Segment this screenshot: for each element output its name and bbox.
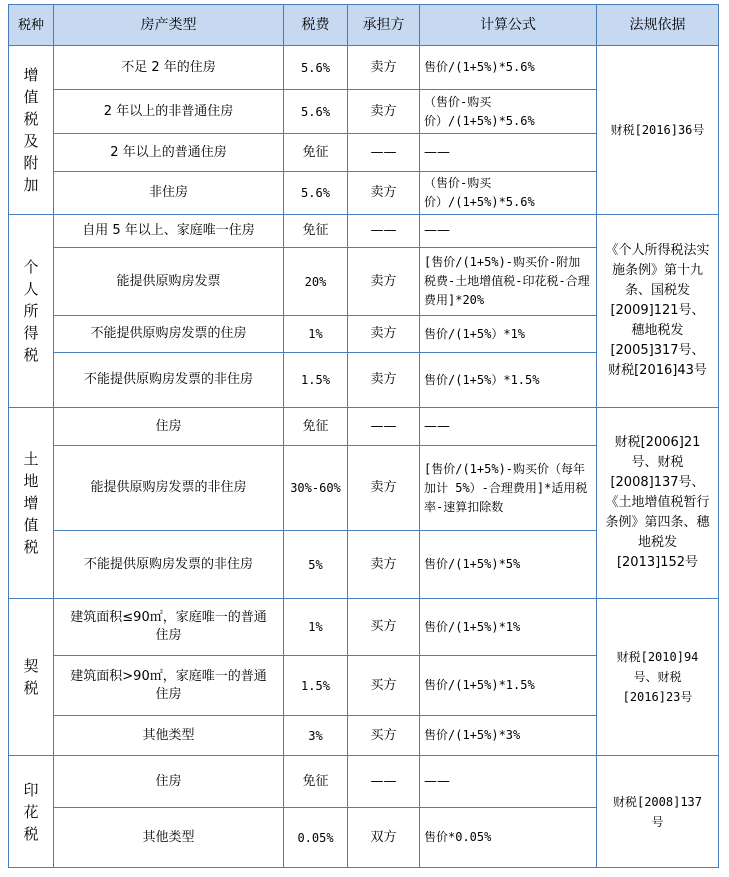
rate-cell: 1.5% [284,353,348,408]
table-row [9,599,719,656]
type-cell: 建筑面积>90㎡，家庭唯一的普通住房 [54,656,284,716]
header-tax: 税种 [9,5,54,46]
rate-cell: 1.5% [284,656,348,716]
payer-cell: —— [348,756,420,808]
header-formula: 计算公式 [420,5,597,46]
formula-cell: —— [420,215,597,248]
tax-income: 个人所得税 [9,215,54,408]
formula-cell: （售价-购买价）/(1+5%)*5.6% [420,172,597,215]
rate-cell: 5.6% [284,46,348,90]
payer-cell: 卖方 [348,172,420,215]
formula-cell: 售价/(1+5%)*1.5% [420,656,597,716]
payer-cell: —— [348,215,420,248]
payer-cell: 卖方 [348,248,420,316]
formula-cell: [售价/(1+5%)-购买价-附加税费-土地增值税-印花税-合理费用]*20% [420,248,597,316]
type-cell: 其他类型 [54,808,284,868]
formula-cell: 售价/(1+5%）*1.5% [420,353,597,408]
type-cell: 不能提供原购房发票的非住房 [54,531,284,599]
payer-cell: 卖方 [348,46,420,90]
header-law: 法规依据 [597,5,719,46]
payer-cell: 卖方 [348,353,420,408]
formula-cell: 售价/(1+5%）*1% [420,316,597,353]
type-cell: 不能提供原购房发票的住房 [54,316,284,353]
rate-cell: 免征 [284,408,348,446]
rate-cell: 免征 [284,215,348,248]
rate-cell: 5.6% [284,172,348,215]
law-vat: 财税[2016]36号 [597,46,719,215]
law-land: 财税[2006]21号、财税[2008]137号、《土地增值税暂行条例》第四条、穗地税发[2013]152号 [597,408,719,599]
formula-cell: （售价-购买价）/(1+5%)*5.6% [420,90,597,134]
type-cell: 能提供原购房发票的非住房 [54,446,284,531]
formula-cell: —— [420,134,597,172]
rate-cell: 3% [284,716,348,756]
header-row [9,5,719,46]
table-row [9,756,719,808]
type-cell: 自用 5 年以上、家庭唯一住房 [54,215,284,248]
payer-cell: —— [348,134,420,172]
rate-cell: 5.6% [284,90,348,134]
payer-cell: 买方 [348,716,420,756]
type-cell: 其他类型 [54,716,284,756]
rate-cell: 1% [284,599,348,656]
formula-cell: 售价/(1+5%)*3% [420,716,597,756]
payer-cell: 卖方 [348,446,420,531]
type-cell: 2 年以上的普通住房 [54,134,284,172]
header-rate: 税费 [284,5,348,46]
type-cell: 住房 [54,756,284,808]
formula-cell: 售价/(1+5%)*5.6% [420,46,597,90]
rate-cell: 0.05% [284,808,348,868]
rate-cell: 1% [284,316,348,353]
formula-cell: [售价/(1+5%)-购买价（每年加计 5%）-合理费用]*适用税率-速算扣除数 [420,446,597,531]
rate-cell: 30%-60% [284,446,348,531]
tax-stamp: 印花税 [9,756,54,868]
payer-cell: 卖方 [348,531,420,599]
table-row [9,46,719,90]
tax-table [8,4,719,868]
rate-cell: 5% [284,531,348,599]
law-income: 《个人所得税法实施条例》第十九条、国税发[2009]121号、穗地税发[2005]317号、财税[2016]43号 [597,215,719,408]
type-cell: 住房 [54,408,284,446]
payer-cell: 卖方 [348,90,420,134]
type-cell: 建筑面积≤90㎡，家庭唯一的普通住房 [54,599,284,656]
table-row [9,215,719,248]
tax-vat: 增值税及附加 [9,46,54,215]
tax-land: 土地增值税 [9,408,54,599]
law-deed: 财税[2010]94号、财税[2016]23号 [597,599,719,756]
formula-cell: 售价*0.05% [420,808,597,868]
formula-cell: —— [420,756,597,808]
payer-cell: 买方 [348,599,420,656]
type-cell: 能提供原购房发票 [54,248,284,316]
rate-cell: 20% [284,248,348,316]
header-type: 房产类型 [54,5,284,46]
tax-deed: 契税 [9,599,54,756]
law-stamp: 财税[2008]137号 [597,756,719,868]
type-cell: 不足 2 年的住房 [54,46,284,90]
formula-cell: 售价/(1+5%)*1% [420,599,597,656]
table-row [9,408,719,446]
formula-cell: 售价/(1+5%)*5% [420,531,597,599]
type-cell: 不能提供原购房发票的非住房 [54,353,284,408]
header-payer: 承担方 [348,5,420,46]
payer-cell: 双方 [348,808,420,868]
formula-cell: —— [420,408,597,446]
payer-cell: 卖方 [348,316,420,353]
type-cell: 2 年以上的非普通住房 [54,90,284,134]
payer-cell: 买方 [348,656,420,716]
rate-cell: 免征 [284,756,348,808]
rate-cell: 免征 [284,134,348,172]
type-cell: 非住房 [54,172,284,215]
payer-cell: —— [348,408,420,446]
